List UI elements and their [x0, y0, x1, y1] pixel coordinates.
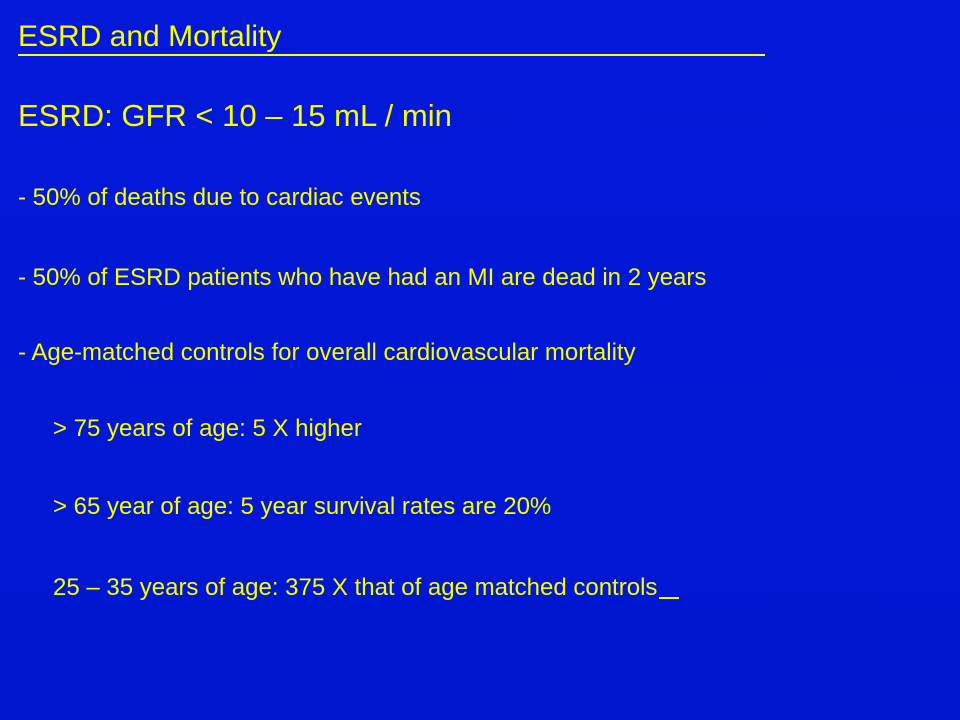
subitem-over-65: > 65 year of age: 5 year survival rates are 20%: [53, 493, 552, 520]
slide-subtitle: ESRD: GFR < 10 – 15 mL / min: [18, 98, 452, 133]
subitem-25-35-text: 25 – 35 years of age: 375 X that of age matched controls: [53, 574, 658, 601]
slide-title-text: ESRD and Mortality: [18, 22, 765, 56]
subitem-25-35: [53, 576, 679, 600]
bullet-deaths-cardiac: - 50% of deaths due to cardiac events: [18, 184, 421, 211]
slide-title: [18, 22, 765, 56]
underline-tail: [659, 597, 679, 599]
bullet-mi-mortality: - 50% of ESRD patients who have had an MI are dead in 2 years: [18, 264, 707, 291]
bullet-age-matched-controls: - Age-matched controls for overall cardiovascular mortality: [18, 339, 636, 366]
subitem-over-75: > 75 years of age: 5 X higher: [53, 415, 362, 442]
